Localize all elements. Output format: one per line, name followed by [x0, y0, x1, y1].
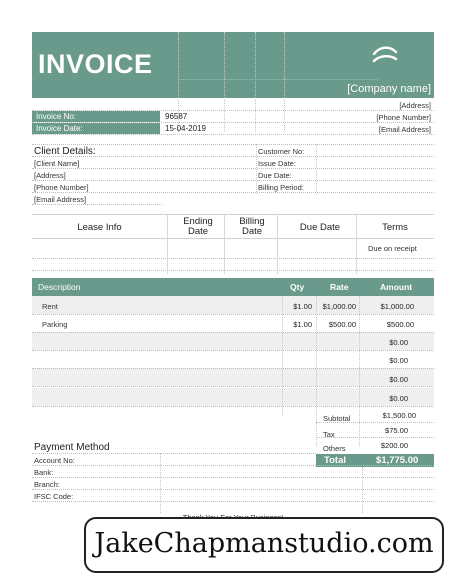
col-description: Description	[38, 282, 81, 292]
item-rate: $500.00	[328, 320, 356, 329]
issue-date-label: Issue Date:	[258, 159, 296, 168]
client-phone: [Phone Number]	[34, 183, 89, 192]
client-name: [Client Name]	[34, 159, 80, 168]
invoice-sheet	[32, 32, 434, 522]
col-ending-date: Ending Date	[183, 216, 213, 237]
company-email: [Email Address]	[378, 125, 431, 134]
item-qty: $1.00	[293, 320, 312, 329]
company-address: [Address]	[399, 101, 431, 110]
item-rate: $1,000.00	[322, 302, 356, 311]
due-date-label: Due Date:	[258, 171, 292, 180]
others-value: $200.00	[380, 441, 408, 450]
customer-no-label: Customer No:	[258, 147, 305, 156]
col-terms: Terms	[382, 222, 408, 233]
col-amount: Amount	[380, 282, 413, 292]
item-amount: $0.00	[389, 375, 408, 384]
item-description: Rent	[42, 302, 58, 311]
col-due-date: Due Date	[299, 222, 341, 233]
tax-value: $75.00	[385, 426, 408, 435]
subtotal-value: $1,500.00	[382, 411, 416, 420]
items-header	[32, 278, 434, 296]
item-amount: $0.00	[389, 356, 408, 365]
client-email: [Email Address]	[34, 195, 87, 204]
billing-period-label: Billing Period:	[258, 183, 304, 192]
subtotal-label: Subtotal	[323, 414, 351, 423]
watermark-banner: JakeChapmanstudio.com	[84, 517, 444, 573]
bank-label: Bank:	[34, 468, 54, 477]
invoice-no-value: 96587	[165, 112, 188, 121]
col-qty: Qty	[290, 282, 305, 292]
ifsc-code-label: IFSC Code:	[34, 492, 74, 501]
item-amount: $0.00	[389, 338, 408, 347]
invoice-no-label: Invoice No:	[32, 111, 160, 122]
total-value: $1,775.00	[376, 455, 419, 466]
company-name: [Company name]	[347, 83, 431, 95]
invoice-date-value: 15-04-2019	[165, 124, 206, 133]
others-label: Others	[323, 444, 346, 453]
item-description: Parking	[42, 320, 68, 329]
terms-value: Due on receipt	[368, 244, 417, 253]
client-details-heading: Client Details:	[34, 146, 96, 157]
company-logo-icon	[370, 42, 400, 70]
invoice-header-band	[32, 32, 434, 98]
item-qty: $1.00	[293, 302, 312, 311]
invoice-date-label: Invoice Date:	[32, 123, 160, 134]
item-amount: $500.00	[386, 320, 414, 329]
total-label: Total	[324, 455, 346, 466]
col-rate: Rate	[330, 282, 349, 292]
company-phone: [Phone Number]	[376, 113, 431, 122]
tax-label: Tax	[323, 430, 335, 439]
payment-method-heading: Payment Method	[34, 442, 110, 453]
invoice-title: INVOICE	[38, 49, 153, 79]
col-billing-date: Billing Date	[239, 216, 265, 237]
client-address: [Address]	[34, 171, 66, 180]
item-amount: $1,000.00	[380, 302, 414, 311]
branch-label: Branch:	[34, 480, 60, 489]
col-lease-info: Lease Info	[77, 222, 122, 233]
item-amount: $0.00	[389, 394, 408, 403]
account-no-label: Account No:	[34, 456, 75, 465]
